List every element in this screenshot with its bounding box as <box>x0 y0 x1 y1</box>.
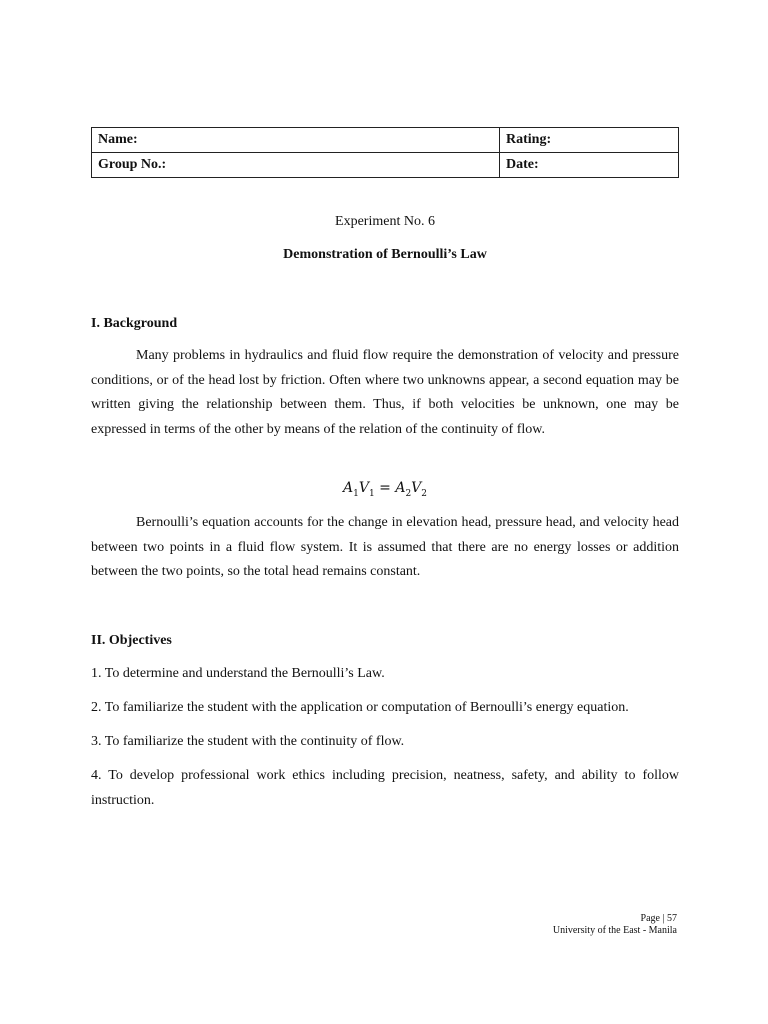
experiment-title: Demonstration of Bernoulli’s Law <box>283 247 487 262</box>
institution-name: University of the East - Manila <box>552 925 677 936</box>
objective-item: 4. To develop professional work ethics including precision, neatness, safety, and ability to follow instruction. <box>91 768 679 808</box>
page-number: Page | 57 <box>640 913 677 924</box>
objective-item: 3. To familiarize the student with the continuity of flow. <box>91 734 405 749</box>
continuity-equation <box>91 480 679 499</box>
equation-term: V <box>411 480 422 496</box>
rating-cell[interactable]: Rating: <box>500 128 679 153</box>
equation-equals: = <box>374 480 396 496</box>
date-cell[interactable]: Date: <box>500 153 679 178</box>
student-info-table <box>91 127 679 178</box>
background-heading: I. Background <box>91 316 178 331</box>
equation-subscript: 2 <box>405 488 412 499</box>
equation-subscript: 1 <box>353 488 359 499</box>
equation-term: A <box>395 480 406 496</box>
objectives-heading: II. Objectives <box>91 633 172 648</box>
equation-term: A <box>342 480 354 496</box>
background-paragraph-2: Bernoulli’s equation accounts for the change in elevation head, pressure head, and velocity head between two points in a fluid flow system. It is assumed that there are no energy losses or addition between the two points, so the total head remains constant. <box>91 515 679 580</box>
equation-term: V <box>358 480 369 496</box>
background-paragraph-1: Many problems in hydraulics and fluid flow require the demonstration of velocity and pressure conditions, or of the head lost by friction. Often where two unknowns appear, a second equation may be written giving the relationship between them. Thus, if both velocities be unknown, one may be expressed in terms of the other by means of the relation of the continuity of flow. <box>91 348 679 438</box>
objective-item: 2. To familiarize the student with the application or computation of Bernoulli’s energy equation. <box>91 700 629 715</box>
equation-subscript: 2 <box>421 488 428 499</box>
name-cell[interactable]: Name: <box>92 128 500 153</box>
page-footer <box>553 913 677 937</box>
objective-item: 1. To determine and understand the Bernoulli’s Law. <box>91 666 385 681</box>
group-number-cell[interactable]: Group No.: <box>92 153 500 178</box>
equation-subscript: 1 <box>368 488 375 499</box>
experiment-number: Experiment No. 6 <box>335 214 435 229</box>
table-row <box>92 128 679 153</box>
table-row <box>92 153 679 178</box>
